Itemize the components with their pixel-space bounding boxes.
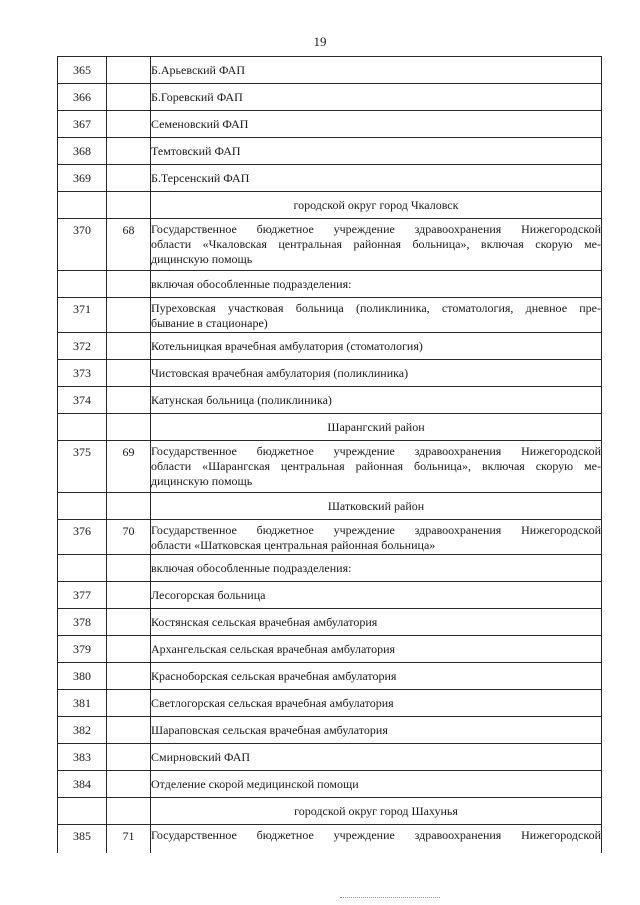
org-number — [107, 771, 151, 798]
facility-name-line: Пуреховская участковая больница (поликлиника, стоматология, дневное пре- — [151, 301, 601, 315]
org-number: 71 — [107, 825, 151, 854]
facility-name: Б.Горевский ФАП — [151, 84, 602, 111]
facility-name-line: Государственное бюджетное учреждение здравоохранения Нижегородской — [151, 523, 601, 537]
table-row — [58, 663, 602, 690]
org-number — [107, 690, 151, 717]
row-number: 381 — [58, 690, 107, 717]
section-row — [58, 192, 602, 219]
table-row — [58, 360, 602, 387]
row-number: 367 — [58, 111, 107, 138]
org-number — [107, 414, 151, 441]
table-row — [58, 165, 602, 192]
medical-organizations-table — [57, 56, 602, 853]
row-number: 371 — [58, 298, 107, 333]
row-number: 370 — [58, 219, 107, 271]
facility-name-line: Государственное бюджетное учреждение здравоохранения Нижегородской — [151, 828, 601, 842]
subheading-row — [58, 271, 602, 298]
facility-name: Костянская сельская врачебная амбулатория — [151, 609, 602, 636]
table-row — [58, 636, 602, 663]
row-number: 380 — [58, 663, 107, 690]
org-number — [107, 138, 151, 165]
facility-name: Смирновский ФАП — [151, 744, 602, 771]
org-number — [107, 192, 151, 219]
table-row — [58, 717, 602, 744]
row-number: 378 — [58, 609, 107, 636]
row-number — [58, 555, 107, 582]
row-number: 374 — [58, 387, 107, 414]
org-number — [107, 111, 151, 138]
facility-name-line: дицинскую помощь — [151, 474, 253, 488]
table-row — [58, 744, 602, 771]
org-number — [107, 582, 151, 609]
org-number — [107, 333, 151, 360]
row-number — [58, 192, 107, 219]
facility-name: Котельницкая врачебная амбулатория (стоматология) — [151, 333, 602, 360]
row-number — [58, 798, 107, 825]
facility-name — [151, 298, 602, 333]
facility-name-line: области «Шатковская центральная районная больница» — [151, 538, 436, 552]
org-number — [107, 609, 151, 636]
section-row — [58, 493, 602, 520]
facility-name: Чистовская врачебная амбулатория (поликлиника) — [151, 360, 602, 387]
org-number — [107, 387, 151, 414]
table-row — [58, 771, 602, 798]
subdivisions-label: включая обособленные подразделения: — [151, 271, 602, 298]
row-number — [58, 414, 107, 441]
facility-name: Отделение скорой медицинской помощи — [151, 771, 602, 798]
facility-name — [151, 441, 602, 493]
page-number: 19 — [313, 34, 327, 49]
org-number: 69 — [107, 441, 151, 493]
table-row — [58, 298, 602, 333]
section-heading: Шатковский район — [151, 493, 602, 520]
table-row — [58, 825, 602, 854]
facility-name: Красноборская сельская врачебная амбулатория — [151, 663, 602, 690]
facility-name-line: дицинскую помощь — [151, 252, 253, 266]
row-number: 375 — [58, 441, 107, 493]
org-number — [107, 717, 151, 744]
facility-name — [151, 219, 602, 271]
facility-name: Катунская больница (поликлиника) — [151, 387, 602, 414]
section-row — [58, 798, 602, 825]
facility-name: Лесогорская больница — [151, 582, 602, 609]
row-number: 385 — [58, 825, 107, 854]
table-row — [58, 84, 602, 111]
row-number: 382 — [58, 717, 107, 744]
table-row — [58, 111, 602, 138]
section-heading: Шарангский район — [151, 414, 602, 441]
org-number — [107, 84, 151, 111]
subdivisions-label: включая обособленные подразделения: — [151, 555, 602, 582]
facility-name-line: Государственное бюджетное учреждение здравоохранения Нижегородской — [151, 444, 601, 458]
facility-name-line: области «Шарангская центральная районная больница», включая скорую ме- — [151, 459, 601, 473]
facility-name — [151, 825, 602, 854]
org-number — [107, 636, 151, 663]
facility-name: Светлогорская сельская врачебная амбулатория — [151, 690, 602, 717]
row-number — [58, 271, 107, 298]
table-row — [58, 609, 602, 636]
table-row — [58, 441, 602, 493]
facility-name-line: Государственное бюджетное учреждение здравоохранения Нижегородской — [151, 222, 601, 236]
table-row — [58, 520, 602, 555]
table-row — [58, 387, 602, 414]
table-row — [58, 57, 602, 84]
section-heading: городской округ город Чкаловск — [151, 192, 602, 219]
table-row — [58, 219, 602, 271]
facility-name: Б.Терсенский ФАП — [151, 165, 602, 192]
org-number — [107, 360, 151, 387]
org-number: 68 — [107, 219, 151, 271]
row-number: 368 — [58, 138, 107, 165]
org-number: 70 — [107, 520, 151, 555]
table-row — [58, 333, 602, 360]
facility-name: Архангельская сельская врачебная амбулатория — [151, 636, 602, 663]
org-number — [107, 663, 151, 690]
org-number — [107, 493, 151, 520]
row-number: 383 — [58, 744, 107, 771]
org-number — [107, 57, 151, 84]
org-number — [107, 798, 151, 825]
facility-name-line: бывание в стационаре) — [151, 316, 268, 330]
row-number: 372 — [58, 333, 107, 360]
row-number: 376 — [58, 520, 107, 555]
table-row — [58, 138, 602, 165]
org-number — [107, 165, 151, 192]
table-row — [58, 582, 602, 609]
row-number: 379 — [58, 636, 107, 663]
org-number — [107, 271, 151, 298]
section-row — [58, 414, 602, 441]
section-heading: городской округ город Шахунья — [151, 798, 602, 825]
row-number: 373 — [58, 360, 107, 387]
facility-name: Темтовский ФАП — [151, 138, 602, 165]
table-row — [58, 690, 602, 717]
scan-artifact — [340, 897, 440, 901]
row-number: 365 — [58, 57, 107, 84]
subheading-row — [58, 555, 602, 582]
facility-name — [151, 520, 602, 555]
facility-name-line: области «Чкаловская центральная районная больница», включая скорую ме- — [151, 237, 601, 251]
row-number: 366 — [58, 84, 107, 111]
org-number — [107, 744, 151, 771]
row-number: 384 — [58, 771, 107, 798]
org-number — [107, 555, 151, 582]
row-number: 369 — [58, 165, 107, 192]
facility-name: Семеновский ФАП — [151, 111, 602, 138]
org-number — [107, 298, 151, 333]
facility-name: Б.Арьевский ФАП — [151, 57, 602, 84]
row-number — [58, 493, 107, 520]
facility-name: Шараповская сельская врачебная амбулатория — [151, 717, 602, 744]
row-number: 377 — [58, 582, 107, 609]
